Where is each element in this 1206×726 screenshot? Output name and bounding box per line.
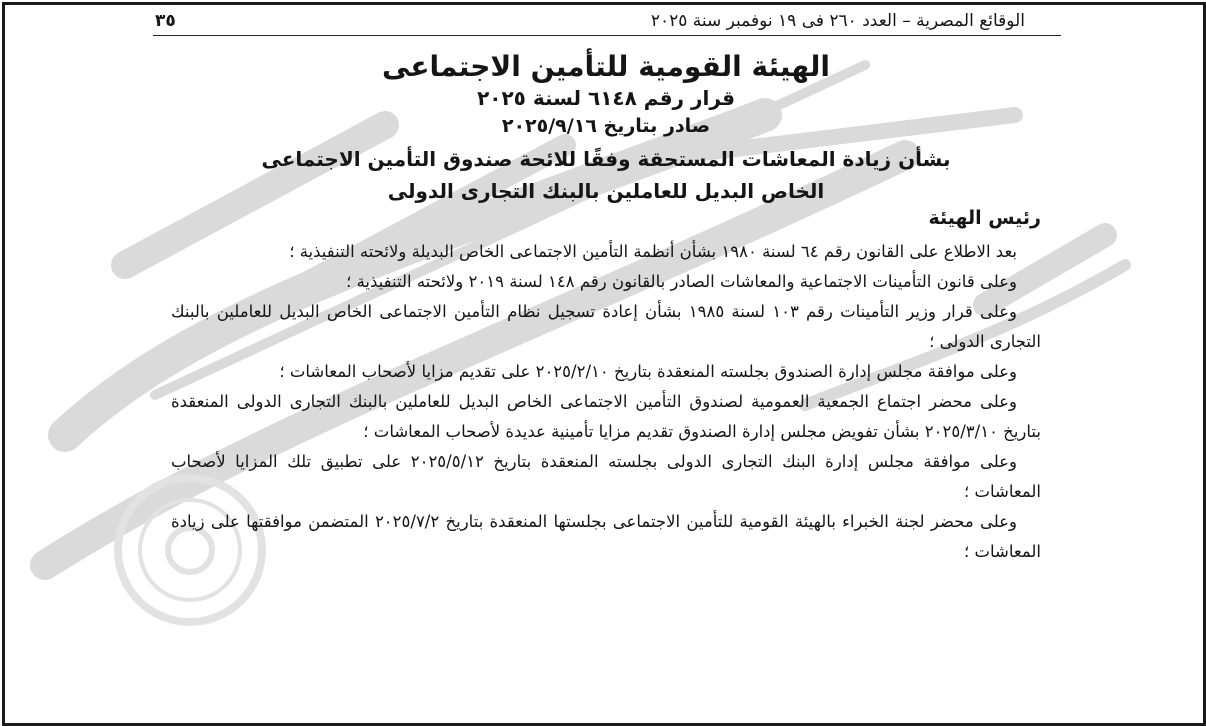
header-rule <box>153 35 1061 36</box>
running-title: الوقائع المصرية – العدد ٢٦٠ فى ١٩ نوفمبر سنة ٢٠٢٥ <box>650 11 1025 31</box>
paragraph: وعلى موافقة مجلس إدارة الصندوق بجلسته المنعقدة بتاريخ ٢٠٢٥/٢/١٠ على تقديم مزايا لأصحاب المعاشات ؛ <box>279 362 1017 381</box>
paragraph: وعلى قانون التأمينات الاجتماعية والمعاشات الصادر بالقانون رقم ١٤٨ لسنة ٢٠١٩ ولائحته التنفيذية ؛ <box>346 272 1017 291</box>
running-header <box>155 9 1025 33</box>
paragraph: وعلى محضر لجنة الخبراء بالهيئة القومية للتأمين الاجتماعى بجلستها المنعقدة بتاريخ ٢٠٢٥/٧/٢ المتضمن موافقتها على زيادة المعاشات ؛ <box>171 512 1041 561</box>
paragraph: بعد الاطلاع على القانون رقم ٦٤ لسنة ١٩٨٠ بشأن أنظمة التأمين الاجتماعى الخاص البديلة ولائحته التنفيذية ؛ <box>289 242 1017 261</box>
document-page <box>41 5 1171 723</box>
subject-line-2: الخاص البديل للعاملين بالبنك التجارى الدولى <box>387 179 825 203</box>
subject-line-1: بشأن زيادة المعاشات المستحقة وفقًا للائحة صندوق التأمين الاجتماعى <box>261 147 951 171</box>
page-number: ٣٥ <box>155 11 176 31</box>
preamble-body <box>171 237 1041 567</box>
issue-date: صادر بتاريخ ٢٠٢٥/٩/١٦ <box>501 115 711 137</box>
chief-heading: رئيس الهيئة <box>928 207 1041 229</box>
paragraph: وعلى قرار وزير التأمينات رقم ١٠٣ لسنة ١٩٨٥ بشأن إعادة تسجيل نظام التأمين الاجتماعى الخاص البديل للعاملين بالبنك التجارى الدولى ؛ <box>171 302 1041 351</box>
document-frame <box>2 2 1206 726</box>
paragraph: وعلى موافقة مجلس إدارة البنك التجارى الدولى بجلسته المنعقدة بتاريخ ٢٠٢٥/٥/١٢ على تطبيق تلك المزايا لأصحاب المعاشات ؛ <box>171 452 1041 501</box>
authority-title: الهيئة القومية للتأمين الاجتماعى <box>382 50 830 83</box>
decision-number: قرار رقم ٦١٤٨ لسنة ٢٠٢٥ <box>477 86 735 110</box>
paragraph: وعلى محضر اجتماع الجمعية العمومية لصندوق التأمين الاجتماعى الخاص البديل للعاملين بالبنك التجارى الدولى المنعقدة بتاريخ ٢٠٢٥/٣/١٠ بشأن تفويض مجلس إدارة الصندوق تقديم مزايا تأمينية عديدة لأصحاب المعاشات ؛ <box>171 392 1041 441</box>
